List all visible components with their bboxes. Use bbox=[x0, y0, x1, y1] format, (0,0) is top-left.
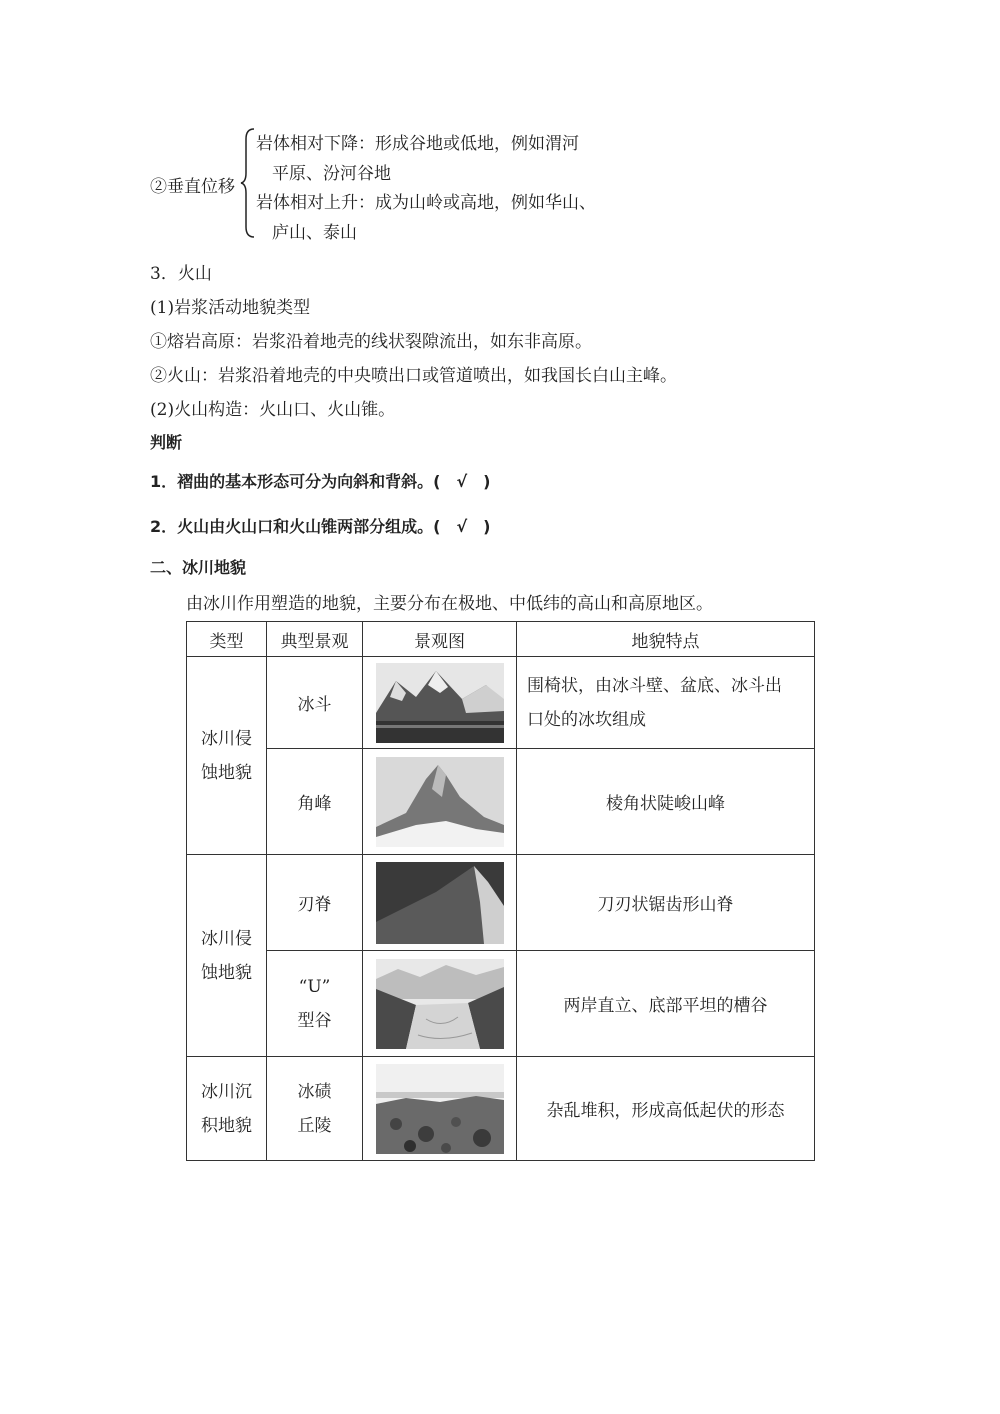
image-cell bbox=[363, 1057, 517, 1161]
feature-horn: 棱角状陡峻山峰 bbox=[517, 749, 815, 855]
header-image: 景观图 bbox=[363, 622, 517, 657]
feature-u-valley: 两岸直立、底部平坦的槽谷 bbox=[517, 951, 815, 1057]
uplift-line-2: 庐山、泰山 bbox=[272, 223, 357, 243]
header-feature: 地貌特点 bbox=[517, 622, 815, 657]
landscape-cirque: 冰斗 bbox=[267, 657, 363, 749]
image-cell bbox=[363, 855, 517, 951]
landscape-u-valley bbox=[267, 951, 363, 1057]
category-erosion-2 bbox=[187, 855, 267, 1057]
image-cell bbox=[363, 657, 517, 749]
subsidence-line-2: 平原、汾河谷地 bbox=[272, 164, 391, 184]
judge-heading: 判断 bbox=[150, 433, 183, 452]
landscape-arete: 刃脊 bbox=[267, 855, 363, 951]
vertical-displacement-label: ②垂直位移 bbox=[150, 177, 235, 197]
table-row bbox=[187, 855, 815, 951]
landscape-text-line: 丘陵 bbox=[297, 1115, 332, 1136]
table-row bbox=[187, 657, 815, 749]
table-row bbox=[187, 749, 815, 855]
category-deposition bbox=[187, 1057, 267, 1161]
landscape-moraine bbox=[267, 1057, 363, 1161]
subsidence-line-1: 岩体相对下降：形成谷地或低地，例如渭河 bbox=[256, 134, 579, 154]
feature-text-line: 口处的冰坎组成 bbox=[527, 709, 646, 730]
cirque-photo bbox=[376, 663, 504, 743]
horn-peak-photo bbox=[376, 757, 504, 847]
feature-moraine: 杂乱堆积，形成高低起伏的形态 bbox=[517, 1057, 815, 1161]
glacier-heading: 二、冰川地貌 bbox=[150, 558, 247, 577]
volcano-heading: 3．火山 bbox=[150, 264, 212, 284]
landscape-text-line: “U” bbox=[298, 976, 331, 997]
arete-photo bbox=[376, 862, 504, 944]
glacier-landform-table bbox=[186, 621, 815, 1161]
landscape-text-line: 型谷 bbox=[297, 1010, 332, 1031]
landscape-text-line: 冰碛 bbox=[297, 1081, 332, 1102]
header-type: 类型 bbox=[187, 622, 267, 657]
category-text-line: 蚀地貌 bbox=[201, 762, 252, 783]
u-valley-photo bbox=[376, 959, 504, 1049]
volcano-item: ②火山：岩浆沿着地壳的中央喷出口或管道喷出，如我国长白山主峰。 bbox=[150, 366, 677, 386]
category-text-line: 蚀地貌 bbox=[201, 962, 252, 983]
table-row bbox=[187, 1057, 815, 1161]
header-landscape: 典型景观 bbox=[267, 622, 363, 657]
category-text-line: 冰川侵 bbox=[201, 928, 252, 949]
feature-arete: 刀刃状锯齿形山脊 bbox=[517, 855, 815, 951]
table-header-row bbox=[187, 622, 815, 657]
category-text-line: 冰川侵 bbox=[201, 728, 252, 749]
image-cell bbox=[363, 749, 517, 855]
judge-question-2: 2．火山由火山口和火山锥两部分组成。( √ ) bbox=[150, 517, 491, 536]
table-row bbox=[187, 951, 815, 1057]
category-text-line: 冰川沉 bbox=[201, 1081, 252, 1102]
curly-brace-icon bbox=[240, 127, 256, 239]
moraine-hills-photo bbox=[376, 1064, 504, 1154]
volcano-subheading-2: (2)火山构造：火山口、火山锥。 bbox=[150, 400, 396, 420]
feature-text-line: 围椅状，由冰斗壁、盆底、冰斗出 bbox=[527, 675, 782, 696]
landscape-horn: 角峰 bbox=[267, 749, 363, 855]
category-text-line: 积地貌 bbox=[201, 1115, 252, 1136]
judge-question-1: 1．褶曲的基本形态可分为向斜和背斜。( √ ) bbox=[150, 472, 491, 491]
lava-plateau-item: ①熔岩高原：岩浆沿着地壳的线状裂隙流出，如东非高原。 bbox=[150, 332, 592, 352]
uplift-line-1: 岩体相对上升：成为山岭或高地，例如华山、 bbox=[256, 193, 596, 213]
glacier-intro: 由冰川作用塑造的地貌，主要分布在极地、中低纬的高山和高原地区。 bbox=[186, 594, 713, 614]
category-erosion-1 bbox=[187, 657, 267, 855]
feature-cirque bbox=[517, 657, 815, 749]
image-cell bbox=[363, 951, 517, 1057]
volcano-subheading-1: (1)岩浆活动地貌类型 bbox=[150, 298, 311, 318]
